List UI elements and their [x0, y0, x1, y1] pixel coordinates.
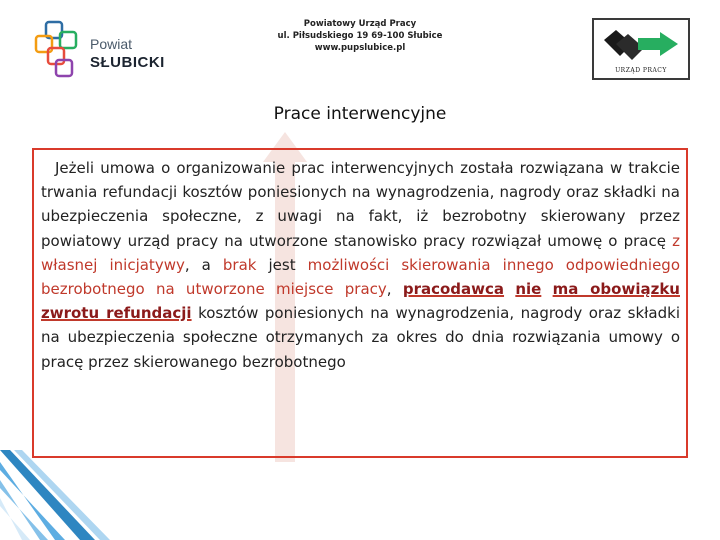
text-segment: , a [184, 255, 223, 274]
slide-title: Prace interwencyjne [273, 104, 447, 124]
logo-text-line2: SŁUBICKI [90, 54, 165, 71]
office-name: Powiatowy Urząd Pracy [303, 19, 417, 29]
office-arrow-icon [598, 24, 684, 66]
text-segment: jest [256, 255, 308, 274]
underlined-not: nie [515, 280, 542, 299]
underlined-employer: pracodawca [402, 280, 505, 299]
decorative-stripes [0, 450, 140, 540]
office-address: ul. Piłsudskiego 19 69-100 Słubice [277, 31, 443, 41]
highlight-possibility: możliwości skierowania innego odpowiedniego bezrobotnego na utworzone miejsce pracy [41, 255, 680, 299]
text-segment: , [386, 280, 403, 299]
urzad-pracy-logo [592, 18, 690, 80]
logo-squares-icon [32, 18, 88, 80]
office-website: www.pupslubice.pl [314, 43, 406, 53]
text-segment: Jeżeli umowa o organizowanie prac interwencyjnych została rozwiązana w trakcie trwania refundacji kosztów poniesionych na wynagrodzenia, nagrody oraz składki na ubezpieczenia społeczne, z uwagi na fakt, iż bezrobotny skierowany przez powiatowy urząd pracy na utworzone stanowisko pracy rozwiązał umowę o pracę [41, 159, 680, 250]
content-text [41, 156, 680, 374]
logo-text-line1: Powiat [90, 36, 133, 52]
highlight-own-initiative: z własnej inicjatywy [41, 231, 680, 274]
underlined-obligation: ma obowiązku zwrotu refundacji [41, 280, 680, 323]
highlight-lack: brak [222, 255, 257, 274]
office-info [250, 18, 470, 54]
text-segment [541, 280, 552, 298]
powiat-logo [32, 18, 172, 80]
logo-caption: URZĄD PRACY [615, 67, 667, 74]
text-segment: kosztów poniesionych na wynagrodzenia, nagrody oraz składki na ubezpieczenia społeczne otrzymanych za okres do dnia rozwiązania umowy o pracę przez skierowanego bezrobotnego [41, 304, 680, 371]
text-segment [504, 280, 515, 298]
